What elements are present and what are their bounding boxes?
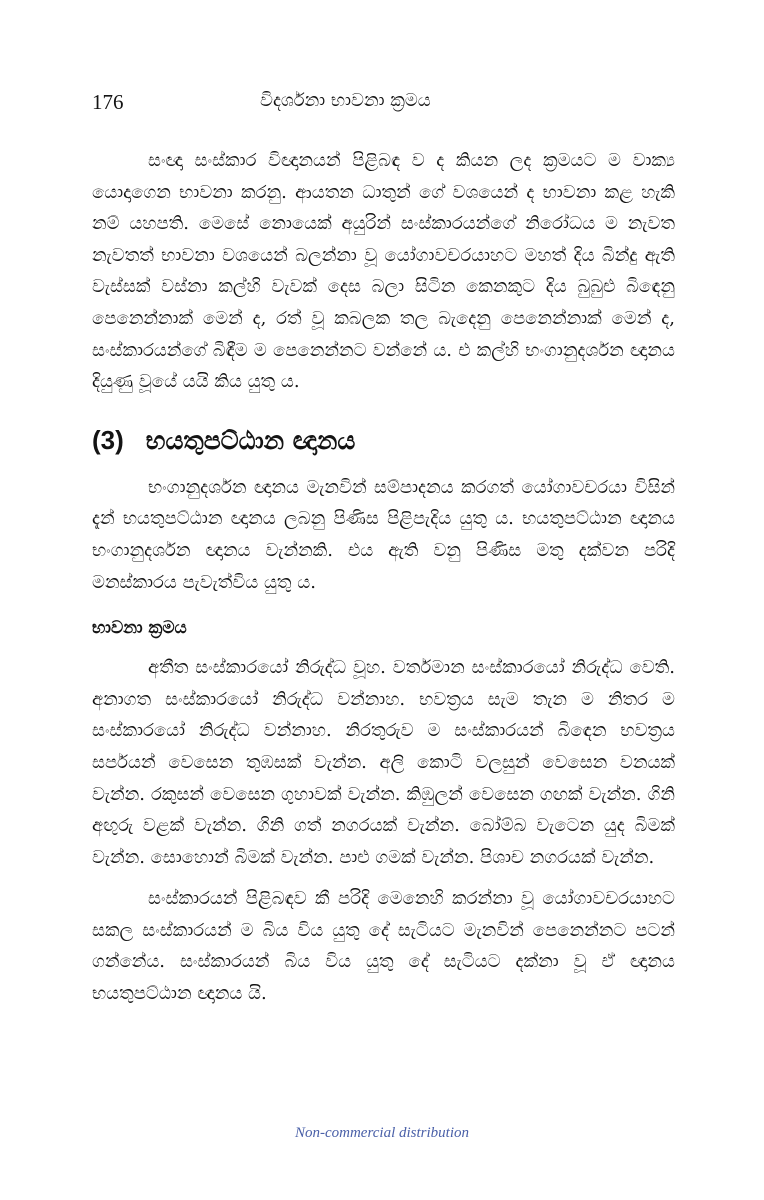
running-title: විදර්ශනා භාවනා ක්‍රමය [260,90,431,111]
section-title: භයතුපට්ඨාන ඥානය [145,425,356,455]
paragraph-3: අතීත සංස්කාරයෝ නිරුද්ධ වූහ. වර්තමාන සංස්කාරයෝ නිරුද්ධ වෙති. අනාගත සංස්කාරයෝ නිරුද්ධ වන්නාහ. භවත්‍රය සැම තැන ම නිතර ම සංස්කාරයෝ නිරුද්ධ වන්නාහ. නිරතුරුව ම සංස්කාරයන් බිඳෙන භවත්‍රය සර්පයන් වෙසෙන තුඹසක් වැන්න. අලි කොටි වලසුන් වෙසෙන වනයක් වැන්න. රකුසන් වෙසෙන ගුහාවක් වැන්න. කිඹුලන් වෙසෙන ගඟක් වැන්න. ගිනි අඟුරු වළක් වැන්න. ගිනි ගත් නගරයක් වැන්න. බෝම්බ වැටෙන යුද බිමක් වැන්න. සොහොන් බිමක් වැන්න. පාළු ගමක් වැන්න. පිශාච නගරයක් වැන්න. [92,657,675,868]
page-content [92,145,675,1010]
sub-heading: භාවනා ක්‍රමය [92,618,187,639]
page-header [92,86,672,126]
section-heading [92,425,675,456]
paragraph-4: සංස්කාරයන් පිළිබඳව කී පරිදි මෙනෙහි කරන්නා වූ යෝගාවචරයාහට සකල සංස්කාරයන් ම බිය විය යුතු දේ සැටියට මැනවින් පෙනෙන්නට පටන් ගන්නේය. සංස්කාරයන් බිය විය යුතු දේ සැටියට දක්නා වූ ඒ ඥානය භයතුපට්ඨාන ඥානය යි. [92,888,675,1005]
distribution-note: Non-commercial distribution [294,1125,470,1141]
page-number: 176 [92,90,124,114]
section-number: (3) [92,424,124,455]
paragraph-2: භංගානුදර්ශන ඥානය මැනවින් සම්පාදනය කරගත් යෝගාවචරයා විසින් දැන් භයතුපට්ඨාන ඥානය ලබනු පිණිස පිළිපැදිය යුතු ය. භයතුපට්ඨාන ඥානය භංගානුදර්ශන ඥානය වැන්නකි. එය ඇති වනු පිණිස මතු දක්වන පරිදි මනස්කාරය පැවැත්විය යුතු ය. [92,476,675,593]
paragraph-1: සංඥා සංස්කාර විඥානයන් පිළිබඳ ව ද කියන ලද ක්‍රමයට ම වාක්‍ය යොදාගෙන භාවනා කරනු. ආයතන ධාතුන් ගේ වශයෙන් ද භාවනා කළ හැකි නම් යහපති. මෙසේ නොයෙක් අයුරින් සංස්කාරයන්ගේ නිරෝධය ම නැවත නැවතත් භාවනා වශයෙන් බලන්නා වූ යෝගාවචරයාහට මහත් දිය බින්දු ඇති වැස්සක් වස්නා කල්හි වැවක් දෙස බලා සිටින කෙනකුට දිය බුබුළු බිඳෙනු පෙනෙන්නාක් මෙන් ද, රත් වූ කබලක තල බැදෙනු පෙනෙන්නාක් මෙන් ද, සංස්කාරයන්ගේ බිඳීම ම පෙනෙන්නට වන්නේ ය. එ කල්හි භංගානුදර්ශන ඥානය දියුණු වූයේ යයි කිය යුතු ය. [92,150,675,393]
